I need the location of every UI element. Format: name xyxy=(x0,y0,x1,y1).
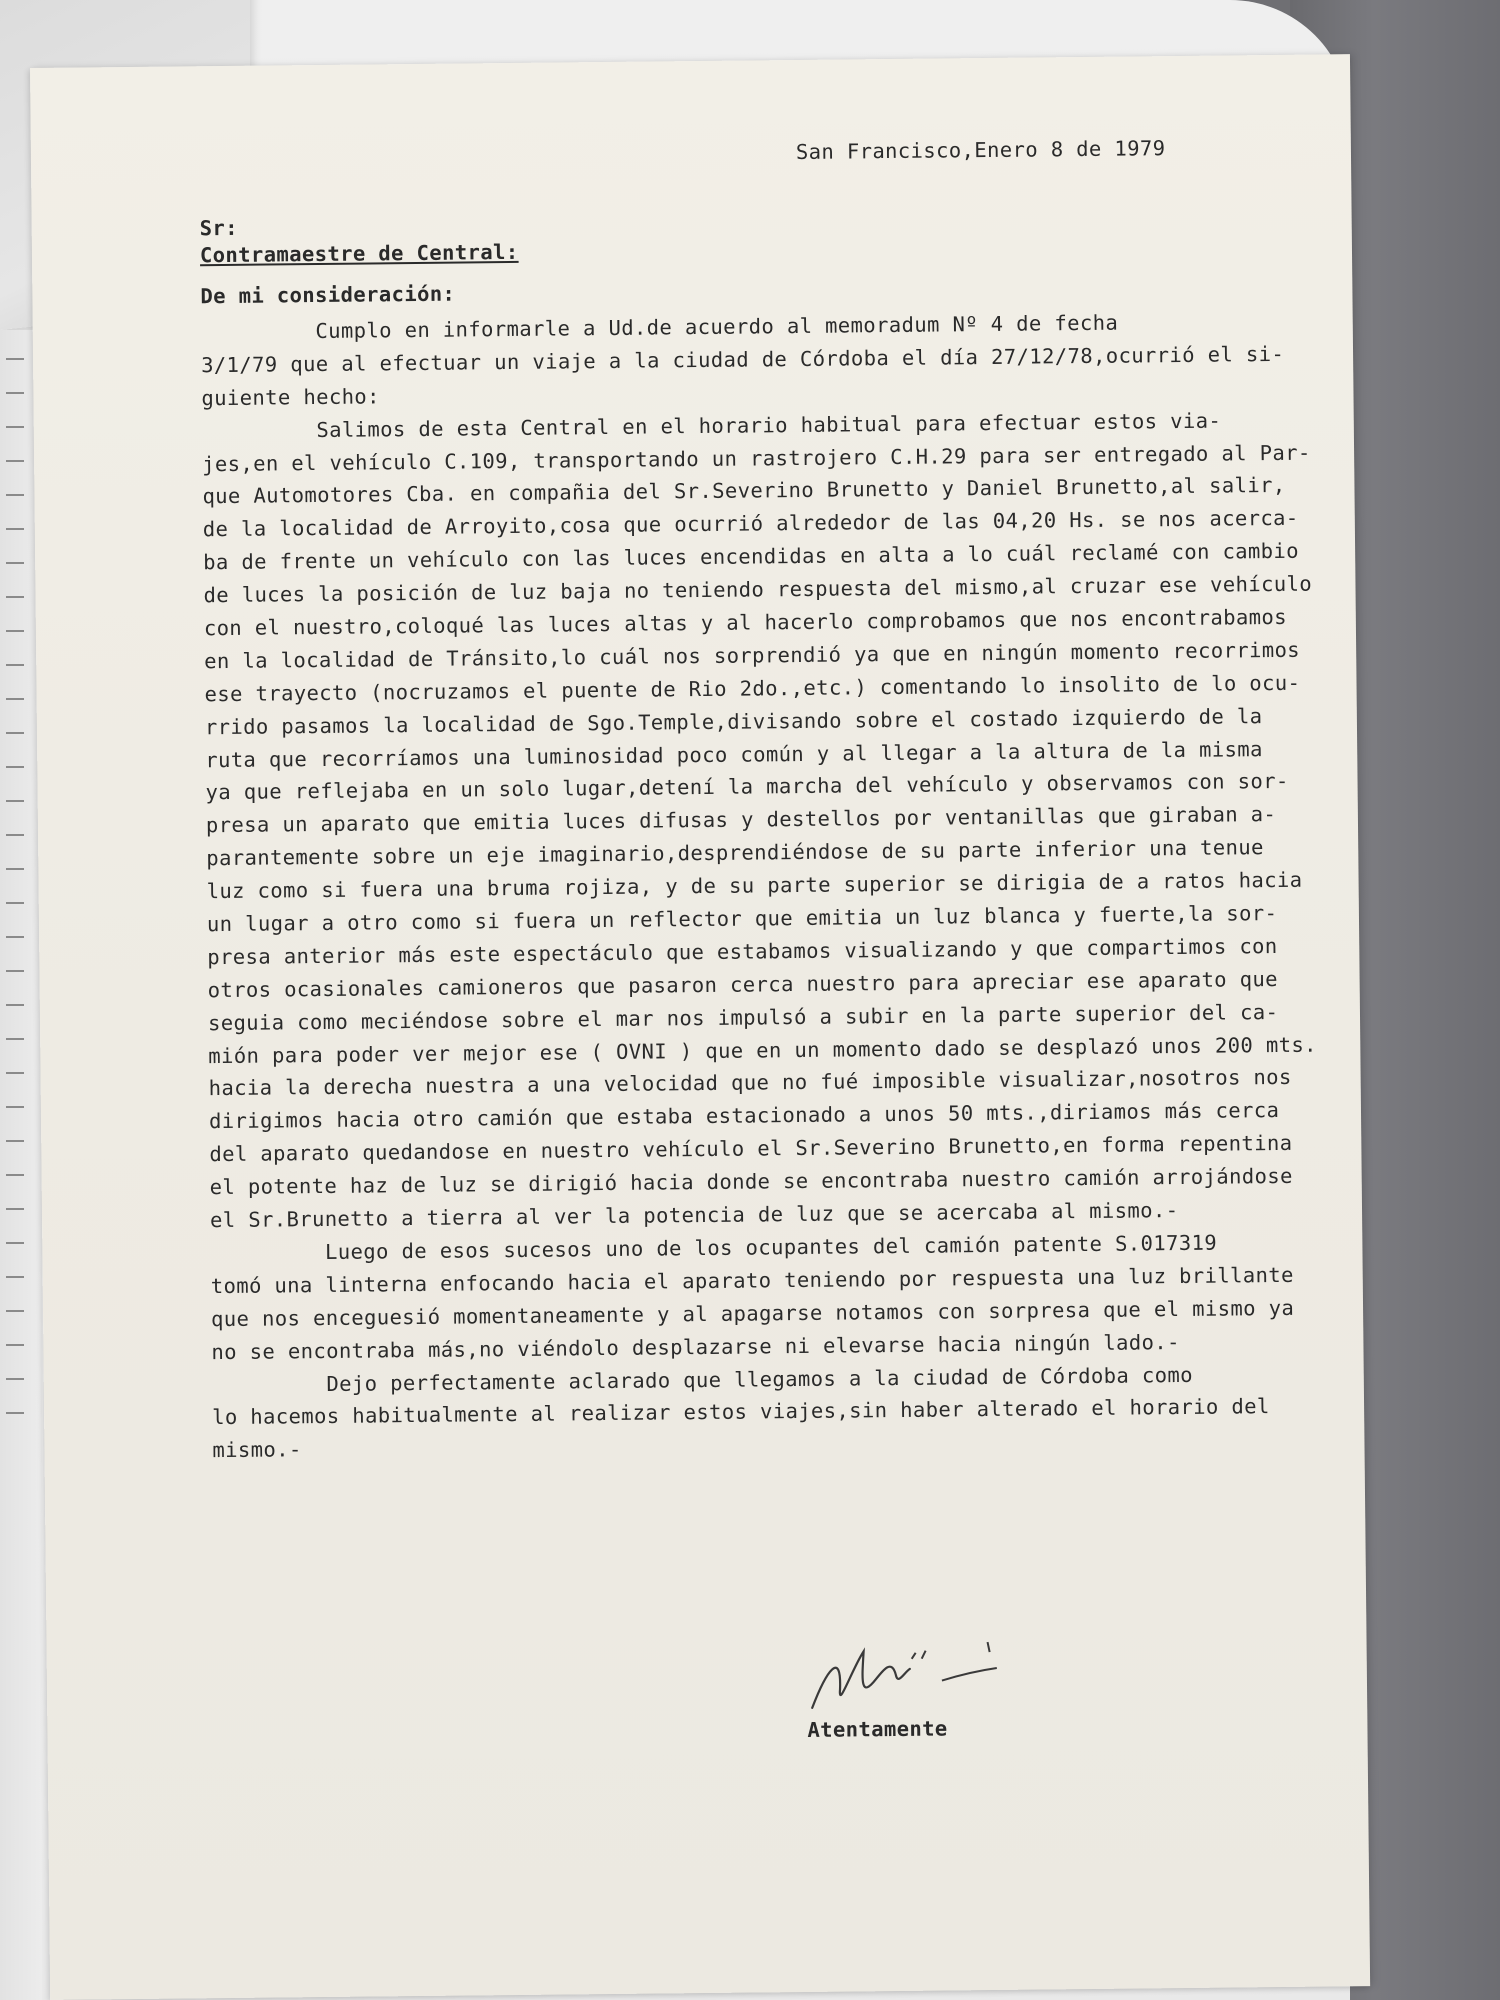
typed-letter-sheet xyxy=(30,54,1370,2000)
body-line: que nos enceguesió momentaneamente y al apagarse notamos con sorpresa que el mismo ya xyxy=(210,1295,1295,1331)
body-line: guiente hecho: xyxy=(201,384,380,411)
page-edge-tick xyxy=(6,1310,24,1312)
page-edge-tick xyxy=(6,1004,24,1006)
page-edge-tick xyxy=(6,596,24,598)
page-edge-tick xyxy=(6,528,24,530)
letter-date: San Francisco,Enero 8 de 1979 xyxy=(795,136,1166,164)
greeting: De mi consideración: xyxy=(200,281,456,309)
page-edge-tick xyxy=(6,392,24,394)
closing-atentamente: Atentamente xyxy=(807,1716,948,1742)
page-edge-tick xyxy=(6,1208,24,1210)
page-edge-tick xyxy=(6,1344,24,1346)
body-line: Luego de esos sucesos uno de los ocupantes del camión patente S.017319 xyxy=(210,1230,1218,1266)
body-line: luz como si fuera una bruma rojiza, y de su parte superior se dirigia de a ratos hacia xyxy=(206,867,1303,904)
page-edge-tick xyxy=(6,902,24,904)
recipient-title: Contramaestre de Central: xyxy=(199,239,519,268)
body-line: un lugar a otro como si fuera un reflector que emitia un luz blanca y fuerte,la sor- xyxy=(206,901,1278,937)
page-edge-tick xyxy=(6,664,24,666)
handwritten-signature xyxy=(791,1628,1022,1720)
page-edge-tick xyxy=(6,1276,24,1278)
body-line: de luces la posición de luz baja no teniendo respuesta del mismo,al cruzar ese vehículo xyxy=(203,571,1313,608)
page-edge-tick xyxy=(6,494,24,496)
body-line: otros ocasionales camioneros que pasaron cerca nuestro para apreciar ese aparato que xyxy=(207,966,1279,1003)
body-line: de la localidad de Arroyito,cosa que ocurrió alrededor de las 04,20 Hs. se nos acerca- xyxy=(202,506,1299,542)
body-line: hacia la derecha nuestra a una velocidad que no fué imposible visualizar,nosotros nos xyxy=(208,1065,1292,1101)
body-line: presa anterior más este espectáculo que estabamos visualizando y que compartimos con xyxy=(207,933,1278,970)
page-edge-tick xyxy=(6,1378,24,1380)
page-edge-tick xyxy=(6,1140,24,1142)
body-line: que Automotores Cba. en compañia del Sr.Severino Brunetto y Daniel Brunetto,al salir, xyxy=(202,473,1286,509)
letter-content xyxy=(30,54,1370,2000)
page-edge-tick xyxy=(6,1072,24,1074)
body-line: en la localidad de Tránsito,lo cuál nos sorprendió ya que en ningún momento recorrimos xyxy=(204,637,1301,674)
body-line: ba de frente un vehículo con las luces encendidas en alta a lo cuál reclamé con cambio xyxy=(203,538,1300,575)
page-edge-tick xyxy=(6,630,24,632)
body-line: el Sr.Brunetto a tierra al ver la potencia de luz que se acercaba al mismo.- xyxy=(209,1198,1179,1233)
page-edge-tick xyxy=(6,732,24,734)
body-line: con el nuestro,coloqué las luces altas y al hacerlo comprobamos que nos encontrabamos xyxy=(203,604,1288,641)
page-edge-tick xyxy=(6,562,24,564)
body-line: rrido pasamos la localidad de Sgo.Temple,divisando sobre el costado izquierdo de la xyxy=(204,703,1263,739)
body-line: lo hacemos habitualmente al realizar estos viajes,sin haber alterado el horario del xyxy=(212,1394,1270,1430)
body-line: dirigimos hacia otro camión que estaba estacionado a unos 50 mts.,diriamos más cerca xyxy=(208,1098,1280,1134)
body-line: parantemente sobre un eje imaginario,desprendiéndose de su parte inferior una tenue xyxy=(206,835,1264,871)
page-edge-tick xyxy=(6,698,24,700)
body-line: ese trayecto (nocruzamos el puente de Rio 2do.,etc.) comentando lo insolito de lo ocu- xyxy=(204,670,1301,707)
page-edge-tick xyxy=(6,1242,24,1244)
body-line: mión para poder ver mejor ese ( OVNI ) que en un momento dado se desplazó unos 200 mts. xyxy=(208,1032,1317,1068)
body-line: jes,en el vehículo C.109, transportando un rastrojero C.H.29 para ser entregado al Par- xyxy=(202,440,1311,476)
page-edge-tick xyxy=(6,1038,24,1040)
page-edge-tick xyxy=(6,970,24,972)
page-edge-tick xyxy=(6,800,24,802)
body-line: Salimos de esta Central en el horario habitual para efectuar estos via- xyxy=(201,408,1222,443)
page-edge-tick xyxy=(6,460,24,462)
page-edge-tick xyxy=(6,358,24,360)
page-edge-tick xyxy=(6,766,24,768)
body-line: el potente haz de luz se dirigió hacia donde se encontraba nuestro camión arrojándose xyxy=(209,1163,1293,1200)
body-line: 3/1/79 que al efectuar un viaje a la ciudad de Córdoba el día 27/12/78,ocurrió el si- xyxy=(200,341,1285,378)
page-edge-tick xyxy=(6,426,24,428)
body-line: del aparato quedandose en nuestro vehículo el Sr.Severino Brunetto,en forma repentina xyxy=(209,1131,1293,1167)
page-edge-tick xyxy=(6,834,24,836)
body-line: presa un aparato que emitia luces difusas y destellos por ventanillas que giraban a- xyxy=(205,802,1277,838)
page-edge-tick xyxy=(6,936,24,938)
body-line: ya que reflejaba en un solo lugar,detení la marcha del vehículo y observamos con sor- xyxy=(205,769,1289,805)
salutation-prefix: Sr: xyxy=(199,215,239,241)
body-line: ruta que recorríamos una luminosidad poco común y al llegar a la altura de la misma xyxy=(205,736,1263,772)
page-edge-tick xyxy=(6,1106,24,1108)
letter-body xyxy=(200,305,1317,1467)
body-line: Dejo perfectamente aclarado que llegamos a la ciudad de Córdoba como xyxy=(211,1362,1194,1397)
page-edge-tick xyxy=(6,1412,24,1414)
page-edge-tick xyxy=(6,1174,24,1176)
page-edge-tick xyxy=(6,868,24,870)
body-line: mismo.- xyxy=(212,1437,302,1463)
body-line: tomó una linterna enfocando hacia el aparato teniendo por respuesta una luz brillante xyxy=(210,1262,1294,1299)
body-line: seguia como meciéndose sobre el mar nos impulsó a subir en la parte superior del ca- xyxy=(207,999,1279,1035)
body-line: no se encontraba más,no viéndolo desplazarse ni elevarse hacia ningún lado.- xyxy=(211,1329,1180,1364)
body-line: Cumplo en informarle a Ud.de acuerdo al memoradum Nº 4 de fecha xyxy=(200,310,1119,345)
